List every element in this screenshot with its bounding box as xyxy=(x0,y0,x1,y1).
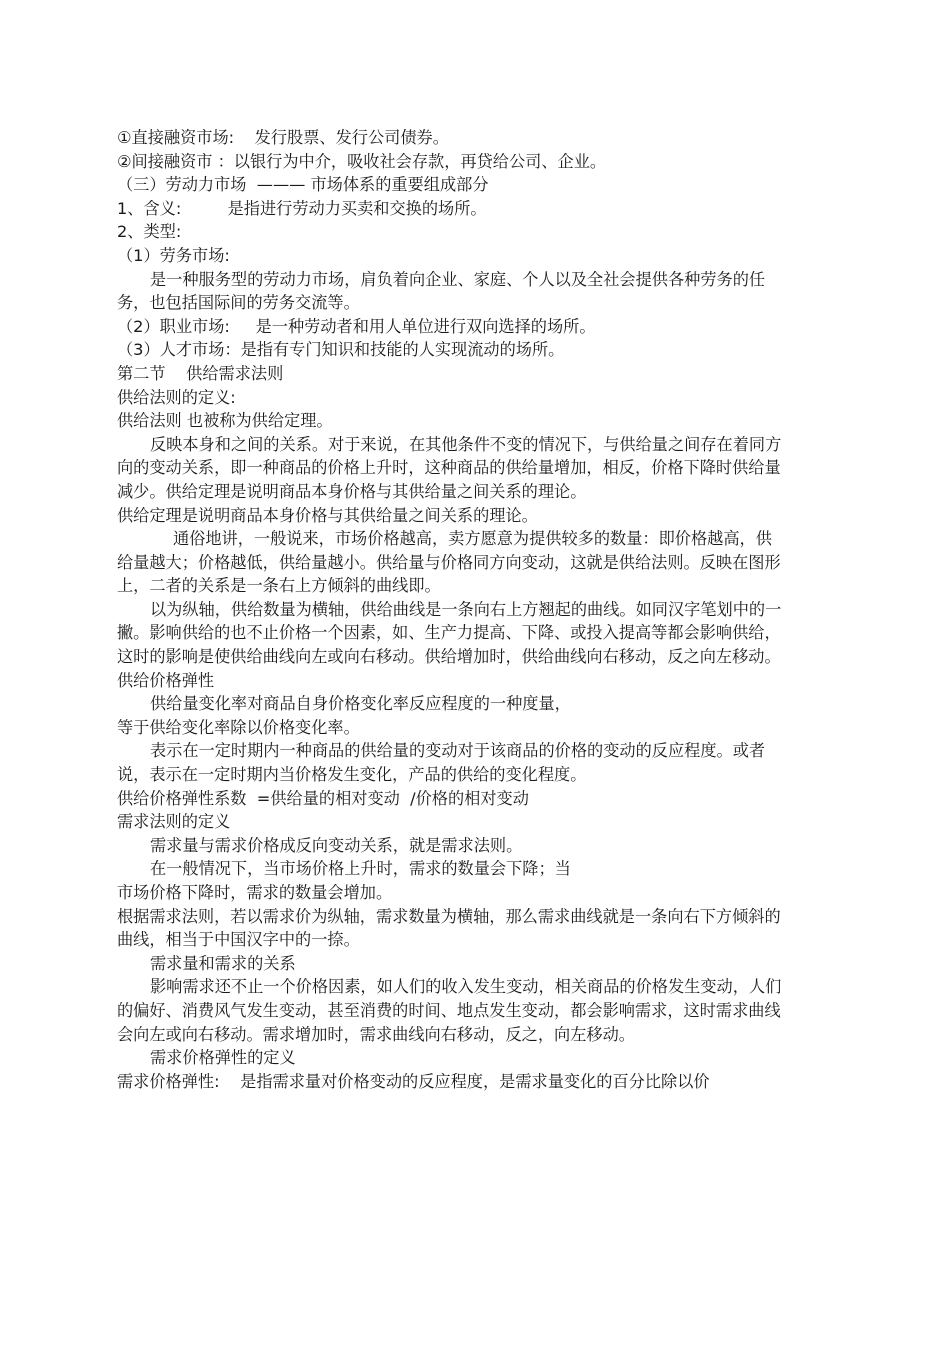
supply-elasticity-paragraph: 表示在一定时期内一种商品的供给量的变动对于该商品的价格的变动的反应程度。或者说，表示在一定时期内当价格发生变化，产品的供给的变化程度。 xyxy=(117,741,766,785)
section-two-heading: 第二节 供给需求法则 xyxy=(117,363,284,383)
job-market-line: （2）职业市场: 是一种劳动者和用人单位进行双向选择的场所。 xyxy=(117,316,596,336)
indirect-financing-line: ②间接融资市 ：以银行为中介，吸收社会存款，再贷给公司、企业。 xyxy=(117,151,607,171)
supply-elasticity-formula-line: 等于供给变化率除以价格变化率。 xyxy=(117,717,360,737)
labor-market-types-heading: 2、类型: xyxy=(117,222,182,242)
supply-law-explanation-paragraph: 通俗地讲，一般说来，市场价格越高，卖方愿意为提供较多的数量：即价格越高，供给量越大；价格越低，供给量越小。供给量与价格同方向变动，这就是供给法则。反映在图形上，二者的关系是一条右上方倾斜的曲线即。 xyxy=(117,529,781,596)
supply-law-paragraph: 反映本身和之间的关系。对于来说，在其他条件不变的情况下，与供给量之间存在着同方向的变动关系，即一种商品的价格上升时，这种商品的供给量增加，相反，价格下降时供给量减少。供给定理是说明商品本身价格与其供给量之间关系的理论。 xyxy=(117,434,782,501)
demand-law-definition-heading: 需求法则的定义 xyxy=(117,812,231,832)
supply-curve-paragraph: 以为纵轴，供给数量为横轴，供给曲线是一条向右上方翘起的曲线。如同汉字笔划中的一撇。影响供给的也不止价格一个因素，如、生产力提高、下降、或投入提高等都会影响供给，这时的影响是使供给曲线向左或向右移动。供给增加时，供给曲线向右移动，反之向左移动。 xyxy=(117,599,782,667)
supply-law-definition-heading: 供给法则的定义: xyxy=(117,387,236,407)
supply-elasticity-heading: 供给价格弹性 xyxy=(117,670,215,690)
supply-elasticity-coefficient-line: 供给价格弹性系数 =供给量的相对变动 /价格的相对变动 xyxy=(117,788,529,808)
service-market-paragraph: 是一种服务型的劳动力市场，肩负着向企业、家庭、个人以及全社会提供各种劳务的任务，也包括国际间的劳务交流等。 xyxy=(117,269,766,313)
demand-elasticity-heading: 需求价格弹性的定义 xyxy=(150,1048,296,1068)
labor-market-definition: 1、含义: 是指进行劳动力买卖和交换的场所。 xyxy=(117,198,487,218)
supply-law-alias-line: 供给法则 也被称为供给定理。 xyxy=(117,411,333,431)
demand-law-line: 需求量与需求价格成反向变动关系，就是需求法则。 xyxy=(150,835,523,855)
demand-price-fall-line: 市场价格下降时，需求的数量会增加。 xyxy=(117,883,393,902)
demand-elasticity-definition-line: 需求价格弹性: 是指需求量对价格变动的反应程度，是需求量变化的百分比除以价 xyxy=(117,1071,710,1091)
demand-curve-paragraph: 根据需求法则，若以需求价为纵轴，需求数量为横轴，那么需求曲线就是一条向右下方倾斜的曲线，相当于中国汉字中的一捺。 xyxy=(117,906,781,950)
talent-market-line: （3）人才市场：是指有专门知识和技能的人实现流动的场所。 xyxy=(117,340,565,360)
demand-shift-paragraph: 影响需求还不止一个价格因素，如人们的收入发生变动，相关商品的价格发生变动，人们的偏好、消费风气发生变动，甚至消费的时间、地点发生变动，都会影响需求，这时需求曲线会向左或向右移动。需求增加时，需求曲线向右移动，反之，向左移动。 xyxy=(117,977,782,1044)
document-body xyxy=(117,126,787,1093)
supply-theorem-line: 供给定理是说明商品本身价格与其供给量之间关系的理论。 xyxy=(117,505,538,525)
demand-relation-heading: 需求量和需求的关系 xyxy=(150,953,296,973)
direct-financing-line: ①直接融资市场: 发行股票、发行公司债券。 xyxy=(117,128,449,147)
supply-elasticity-definition-line: 供给量变化率对商品自身价格变化率反应程度的一种度量， xyxy=(150,694,571,714)
demand-price-rise-line: 在一般情况下，当市场价格上升时，需求的数量会下降；当 xyxy=(150,859,571,879)
service-market-heading: （1）劳务市场: xyxy=(117,245,230,265)
labor-market-heading: （三）劳动力市场 ——— 市场体系的重要组成部分 xyxy=(117,175,489,195)
